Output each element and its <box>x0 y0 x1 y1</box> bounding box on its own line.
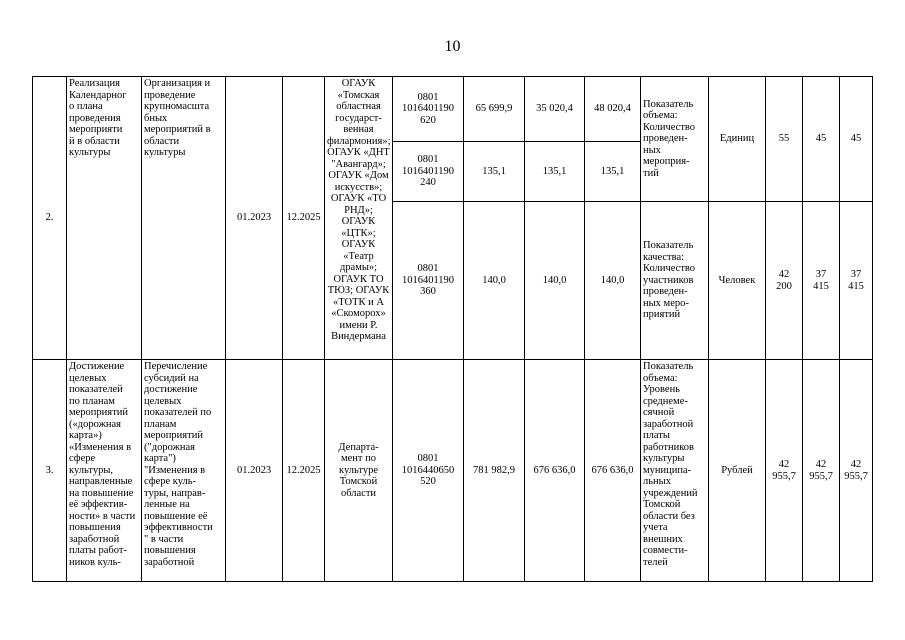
indicator-value-2: 37 415 <box>803 202 840 360</box>
amount-year-1: 65 699,9 <box>464 77 525 142</box>
amount-year-2: 35 020,4 <box>525 77 585 142</box>
indicator-value-3: 42 955,7 <box>840 360 873 582</box>
event-name: Достижение целевых показателей по планам мероприятий («дорожная карта») «Изменения в сфере культуры, направленные на повышение её эффектив- ности» в части повышения заработной платы работ- ников куль- <box>67 360 142 582</box>
budget-code: 0801 1016401190 360 <box>393 202 464 360</box>
indicator-value-3: 45 <box>840 77 873 202</box>
indicator-value-3: 37 415 <box>840 202 873 360</box>
indicator-value-2: 42 955,7 <box>803 360 840 582</box>
end-date: 12.2025 <box>283 77 325 360</box>
row-number: 3. <box>33 360 67 582</box>
event-description: Перечисление субсидий на достижение целевых показателей по планам мероприятий ("дорожная карта") "Изменения в сфере куль- туры, направ- ленные на повышение её эффективности " в части повышения заработной <box>142 360 226 582</box>
executor: ОГАУК «Томская областная государст- венная филармония»; ОГАУК «ДНТ "Авангард»; ОГАУК «Дом искусств»; ОГАУК «ТО РНД»; ОГАУК «ЦТК»; ОГАУК «Театр драмы»; ОГАУК ТО ТЮЗ; ОГАУК «ТОТК и А «Скоморох» имени Р. Виндермана <box>325 77 393 360</box>
executor: Департа- мент по культуре Томской области <box>325 360 393 582</box>
indicator-name: Показатель объема: Уровень среднеме- сячной заработной платы работников культуры муниципа- льных учреждений Томской области без учета внешних совмести- телей <box>641 360 709 582</box>
amount-year-3: 676 636,0 <box>585 360 641 582</box>
amount-year-2: 676 636,0 <box>525 360 585 582</box>
table-row <box>33 77 873 142</box>
budget-code: 0801 1016401190 620 <box>393 77 464 142</box>
table-row <box>33 360 873 582</box>
indicator-value-1: 55 <box>766 77 803 202</box>
start-date: 01.2023 <box>226 77 283 360</box>
indicator-value-2: 45 <box>803 77 840 202</box>
event-name: Реализация Календарног о плана проведения мероприяти й в области культуры <box>67 77 142 360</box>
amount-year-3: 140,0 <box>585 202 641 360</box>
amount-year-2: 140,0 <box>525 202 585 360</box>
indicator-unit: Человек <box>709 202 766 360</box>
indicator-value-1: 42 200 <box>766 202 803 360</box>
program-table <box>32 76 873 582</box>
amount-year-3: 135,1 <box>585 142 641 202</box>
amount-year-1: 140,0 <box>464 202 525 360</box>
indicator-name: Показатель объема: Количество проведен- ных мероприя- тий <box>641 77 709 202</box>
amount-year-3: 48 020,4 <box>585 77 641 142</box>
event-description: Организация и проведение крупномасшта бных мероприятий в области культуры <box>142 77 226 360</box>
end-date: 12.2025 <box>283 360 325 582</box>
amount-year-2: 135,1 <box>525 142 585 202</box>
start-date: 01.2023 <box>226 360 283 582</box>
budget-code: 0801 1016440650 520 <box>393 360 464 582</box>
page-number: 10 <box>444 38 461 55</box>
amount-year-1: 135,1 <box>464 142 525 202</box>
indicator-name: Показатель качества: Количество участников проведен- ных меро- приятий <box>641 202 709 360</box>
indicator-unit: Рублей <box>709 360 766 582</box>
row-number: 2. <box>33 77 67 360</box>
indicator-unit: Единиц <box>709 77 766 202</box>
budget-code: 0801 1016401190 240 <box>393 142 464 202</box>
indicator-value-1: 42 955,7 <box>766 360 803 582</box>
amount-year-1: 781 982,9 <box>464 360 525 582</box>
